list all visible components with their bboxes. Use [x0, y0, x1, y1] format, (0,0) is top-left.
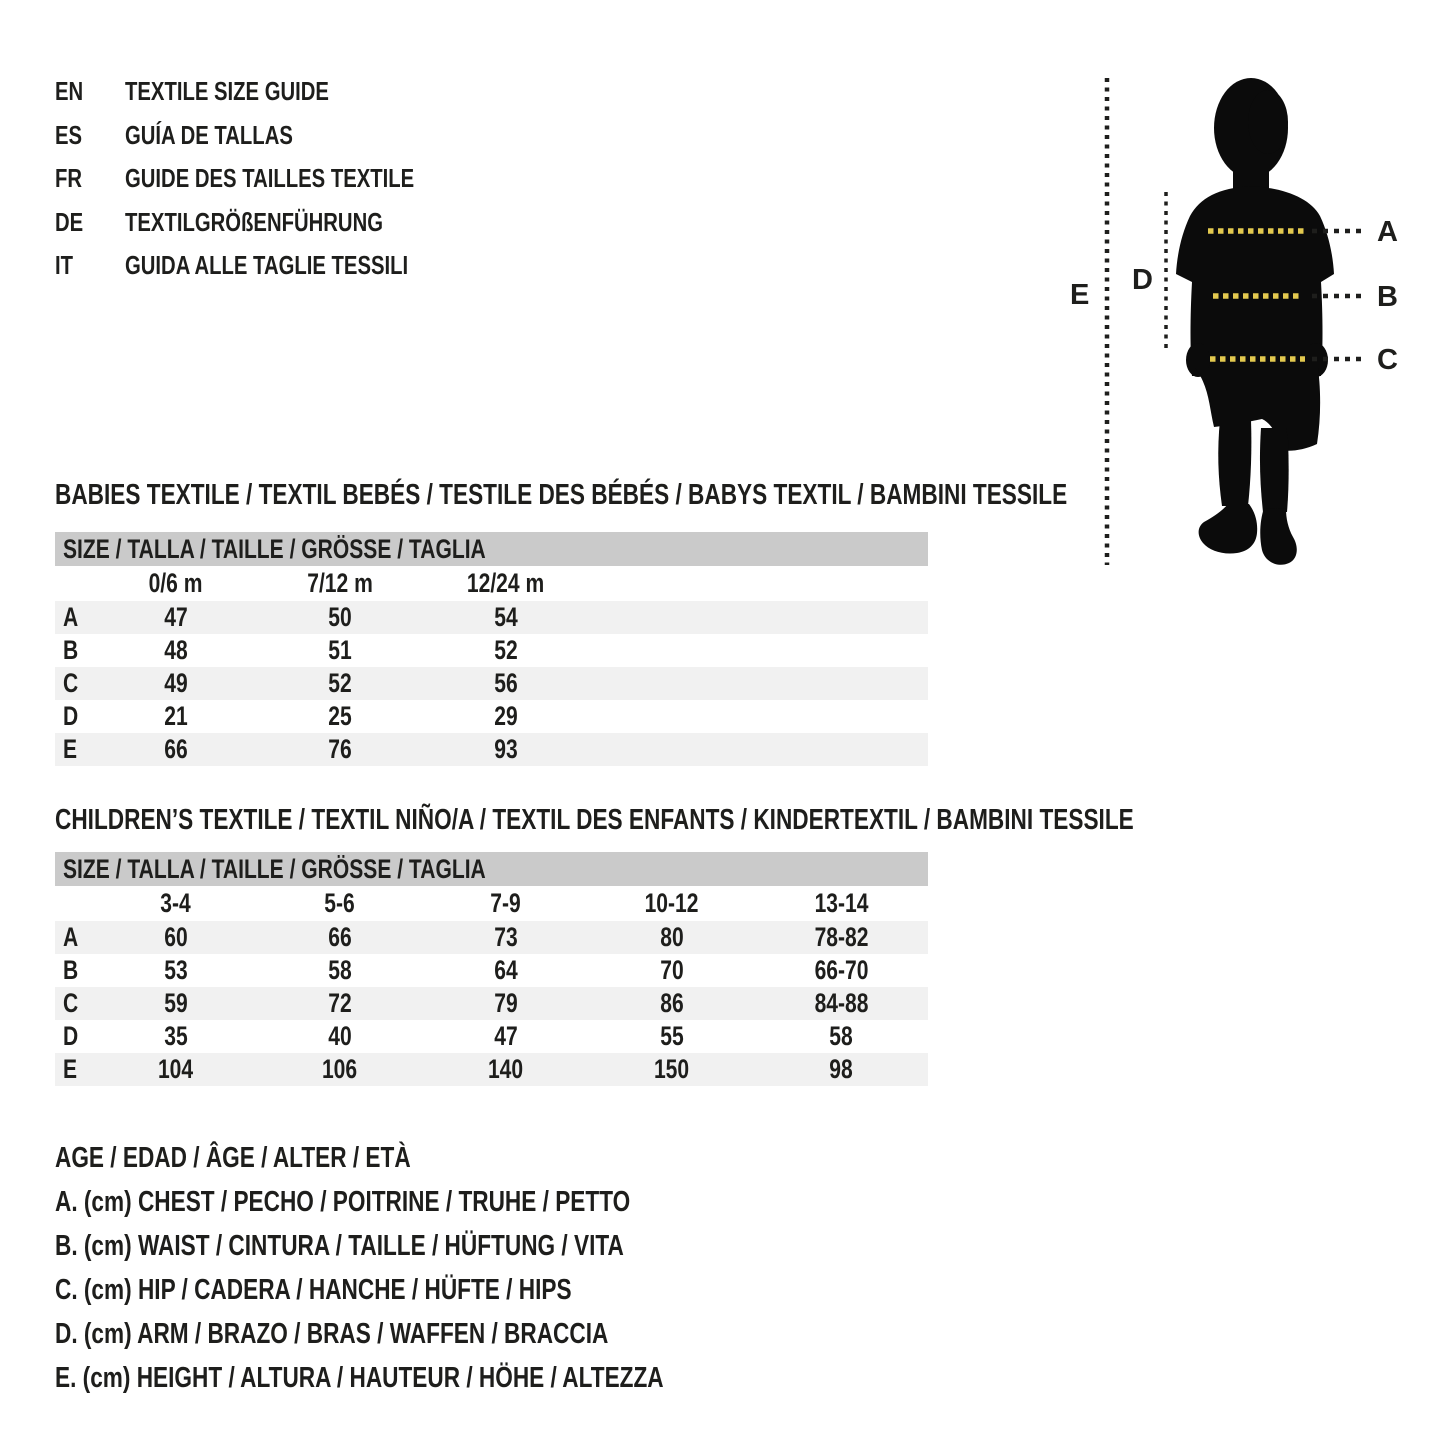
- value-cell: 35: [164, 1021, 188, 1051]
- value-cell: 56: [494, 668, 518, 698]
- language-code: DE: [55, 206, 84, 237]
- silhouette-shorts: [1195, 368, 1320, 451]
- value-cell: 48: [164, 635, 188, 665]
- legend-chest: A. (cm) CHEST / PECHO / POITRINE / TRUHE / PETTO: [55, 1186, 631, 1218]
- legend-age: AGE / EDAD / ÂGE / ALTER / ETÀ: [55, 1142, 411, 1174]
- language-title: GUÍA DE TALLAS: [125, 119, 293, 150]
- value-cell: 53: [164, 955, 188, 985]
- language-row: [55, 76, 496, 120]
- language-row: [55, 207, 496, 251]
- value-cell: 21: [164, 701, 188, 731]
- value-cell: 70: [660, 955, 684, 985]
- value-cell: 52: [328, 668, 352, 698]
- row-label: B: [63, 635, 79, 665]
- row-label: E: [63, 1054, 78, 1084]
- table-row: [55, 601, 928, 634]
- value-cell: 76: [328, 734, 352, 764]
- measure-label-c: C: [1377, 344, 1398, 376]
- language-code: FR: [55, 163, 83, 193]
- measure-label-e: E: [1070, 279, 1090, 311]
- row-label: A: [63, 922, 79, 952]
- value-cell: 47: [164, 602, 188, 632]
- value-cell: 51: [328, 635, 352, 665]
- language-title: GUIDE DES TAILLES TEXTILE: [125, 163, 415, 193]
- language-title: GUIDA ALLE TAGLIE TESSILI: [125, 250, 409, 280]
- value-cell: 52: [494, 635, 518, 665]
- language-row: [55, 120, 496, 164]
- legend-height: E. (cm) HEIGHT / ALTURA / HAUTEUR / HÖHE / ALTEZZA: [55, 1362, 664, 1394]
- language-title: TEXTILGRÖßENFÜHRUNG: [125, 206, 383, 237]
- value-cell: 59: [164, 988, 188, 1018]
- measurement-figure: [1040, 60, 1445, 600]
- table-row: [55, 667, 928, 700]
- measure-label-b: B: [1377, 281, 1398, 313]
- size-header-bar: SIZE / TALLA / TAILLE / GRÖSSE / TAGLIA: [55, 852, 928, 886]
- babies-size-table: [55, 532, 928, 766]
- column-header-row: [55, 566, 928, 601]
- row-label: E: [63, 734, 78, 764]
- column-header: 7/12 m: [307, 568, 373, 598]
- table-row: [55, 733, 928, 766]
- value-cell: 49: [164, 668, 188, 698]
- value-cell: 50: [328, 602, 352, 632]
- measure-label-d: D: [1132, 264, 1153, 296]
- value-cell: 72: [328, 988, 352, 1018]
- column-header: 13-14: [814, 888, 869, 918]
- row-label: C: [63, 668, 79, 698]
- value-cell: 150: [654, 1054, 690, 1084]
- column-header: 0/6 m: [149, 568, 203, 598]
- legend-hip: C. (cm) HIP / CADERA / HANCHE / HÜFTE / HIPS: [55, 1274, 572, 1306]
- language-title: TEXTILE SIZE GUIDE: [125, 76, 329, 106]
- table-row: [55, 1053, 928, 1086]
- value-cell: 66: [328, 922, 352, 952]
- value-cell: 58: [829, 1021, 854, 1051]
- value-cell: 54: [494, 602, 518, 632]
- table-row: [55, 921, 928, 954]
- value-cell: 29: [494, 701, 518, 731]
- value-cell: 93: [494, 734, 518, 764]
- value-cell: 78-82: [814, 922, 869, 952]
- column-header: 10-12: [645, 888, 699, 918]
- value-cell: 60: [164, 922, 188, 952]
- value-cell: 40: [328, 1021, 352, 1051]
- column-header-row: [55, 886, 928, 921]
- value-cell: 73: [494, 922, 518, 952]
- measure-label-a: A: [1377, 216, 1398, 248]
- value-cell: 104: [158, 1054, 194, 1084]
- language-row: [55, 163, 496, 207]
- row-label: D: [63, 1021, 79, 1051]
- language-title-list: [55, 76, 496, 294]
- value-cell: 47: [494, 1021, 518, 1051]
- value-cell: 106: [322, 1054, 358, 1084]
- table-row: [55, 700, 928, 733]
- value-cell: 79: [494, 988, 518, 1018]
- children-section-title: CHILDREN’S TEXTILE / TEXTIL NIÑO/A / TEXTIL DES ENFANTS / KINDERTEXTIL / BAMBINI TESSILE: [55, 804, 1134, 836]
- table-row: [55, 987, 928, 1020]
- row-label: B: [63, 955, 79, 985]
- value-cell: 80: [660, 922, 684, 952]
- language-code: ES: [55, 119, 83, 150]
- children-size-table: [55, 852, 928, 1086]
- language-row: [55, 250, 496, 294]
- legend-arm: D. (cm) ARM / BRAZO / BRAS / WAFFEN / BRACCIA: [55, 1318, 609, 1350]
- silhouette-right-shoe: [1260, 508, 1297, 565]
- value-cell: 98: [829, 1054, 854, 1084]
- value-cell: 84-88: [814, 988, 869, 1018]
- silhouette-left-shoe: [1199, 504, 1258, 554]
- column-header: 7-9: [490, 888, 522, 918]
- column-header: 3-4: [160, 888, 192, 918]
- column-header: 12/24 m: [467, 568, 545, 598]
- value-cell: 64: [494, 955, 518, 985]
- value-cell: 86: [660, 988, 684, 1018]
- table-row: [55, 954, 928, 987]
- row-label: D: [63, 701, 79, 731]
- value-cell: 66: [164, 734, 188, 764]
- size-header-bar: SIZE / TALLA / TAILLE / GRÖSSE / TAGLIA: [55, 532, 928, 566]
- column-header: 5-6: [324, 888, 356, 918]
- row-label: A: [63, 602, 79, 632]
- table-row: [55, 1020, 928, 1053]
- row-label: C: [63, 988, 79, 1018]
- table-row: [55, 634, 928, 667]
- value-cell: 58: [328, 955, 352, 985]
- legend-waist: B. (cm) WAIST / CINTURA / TAILLE / HÜFTUNG / VITA: [55, 1230, 624, 1262]
- value-cell: 25: [328, 701, 352, 731]
- value-cell: 66-70: [814, 955, 869, 985]
- value-cell: 55: [660, 1021, 684, 1051]
- language-code: IT: [55, 250, 74, 280]
- value-cell: 140: [488, 1054, 524, 1084]
- babies-section-title: BABIES TEXTILE / TEXTIL BEBÉS / TESTILE DES BÉBÉS / BABYS TEXTIL / BAMBINI TESSILE: [55, 479, 1068, 511]
- language-code: EN: [55, 76, 84, 106]
